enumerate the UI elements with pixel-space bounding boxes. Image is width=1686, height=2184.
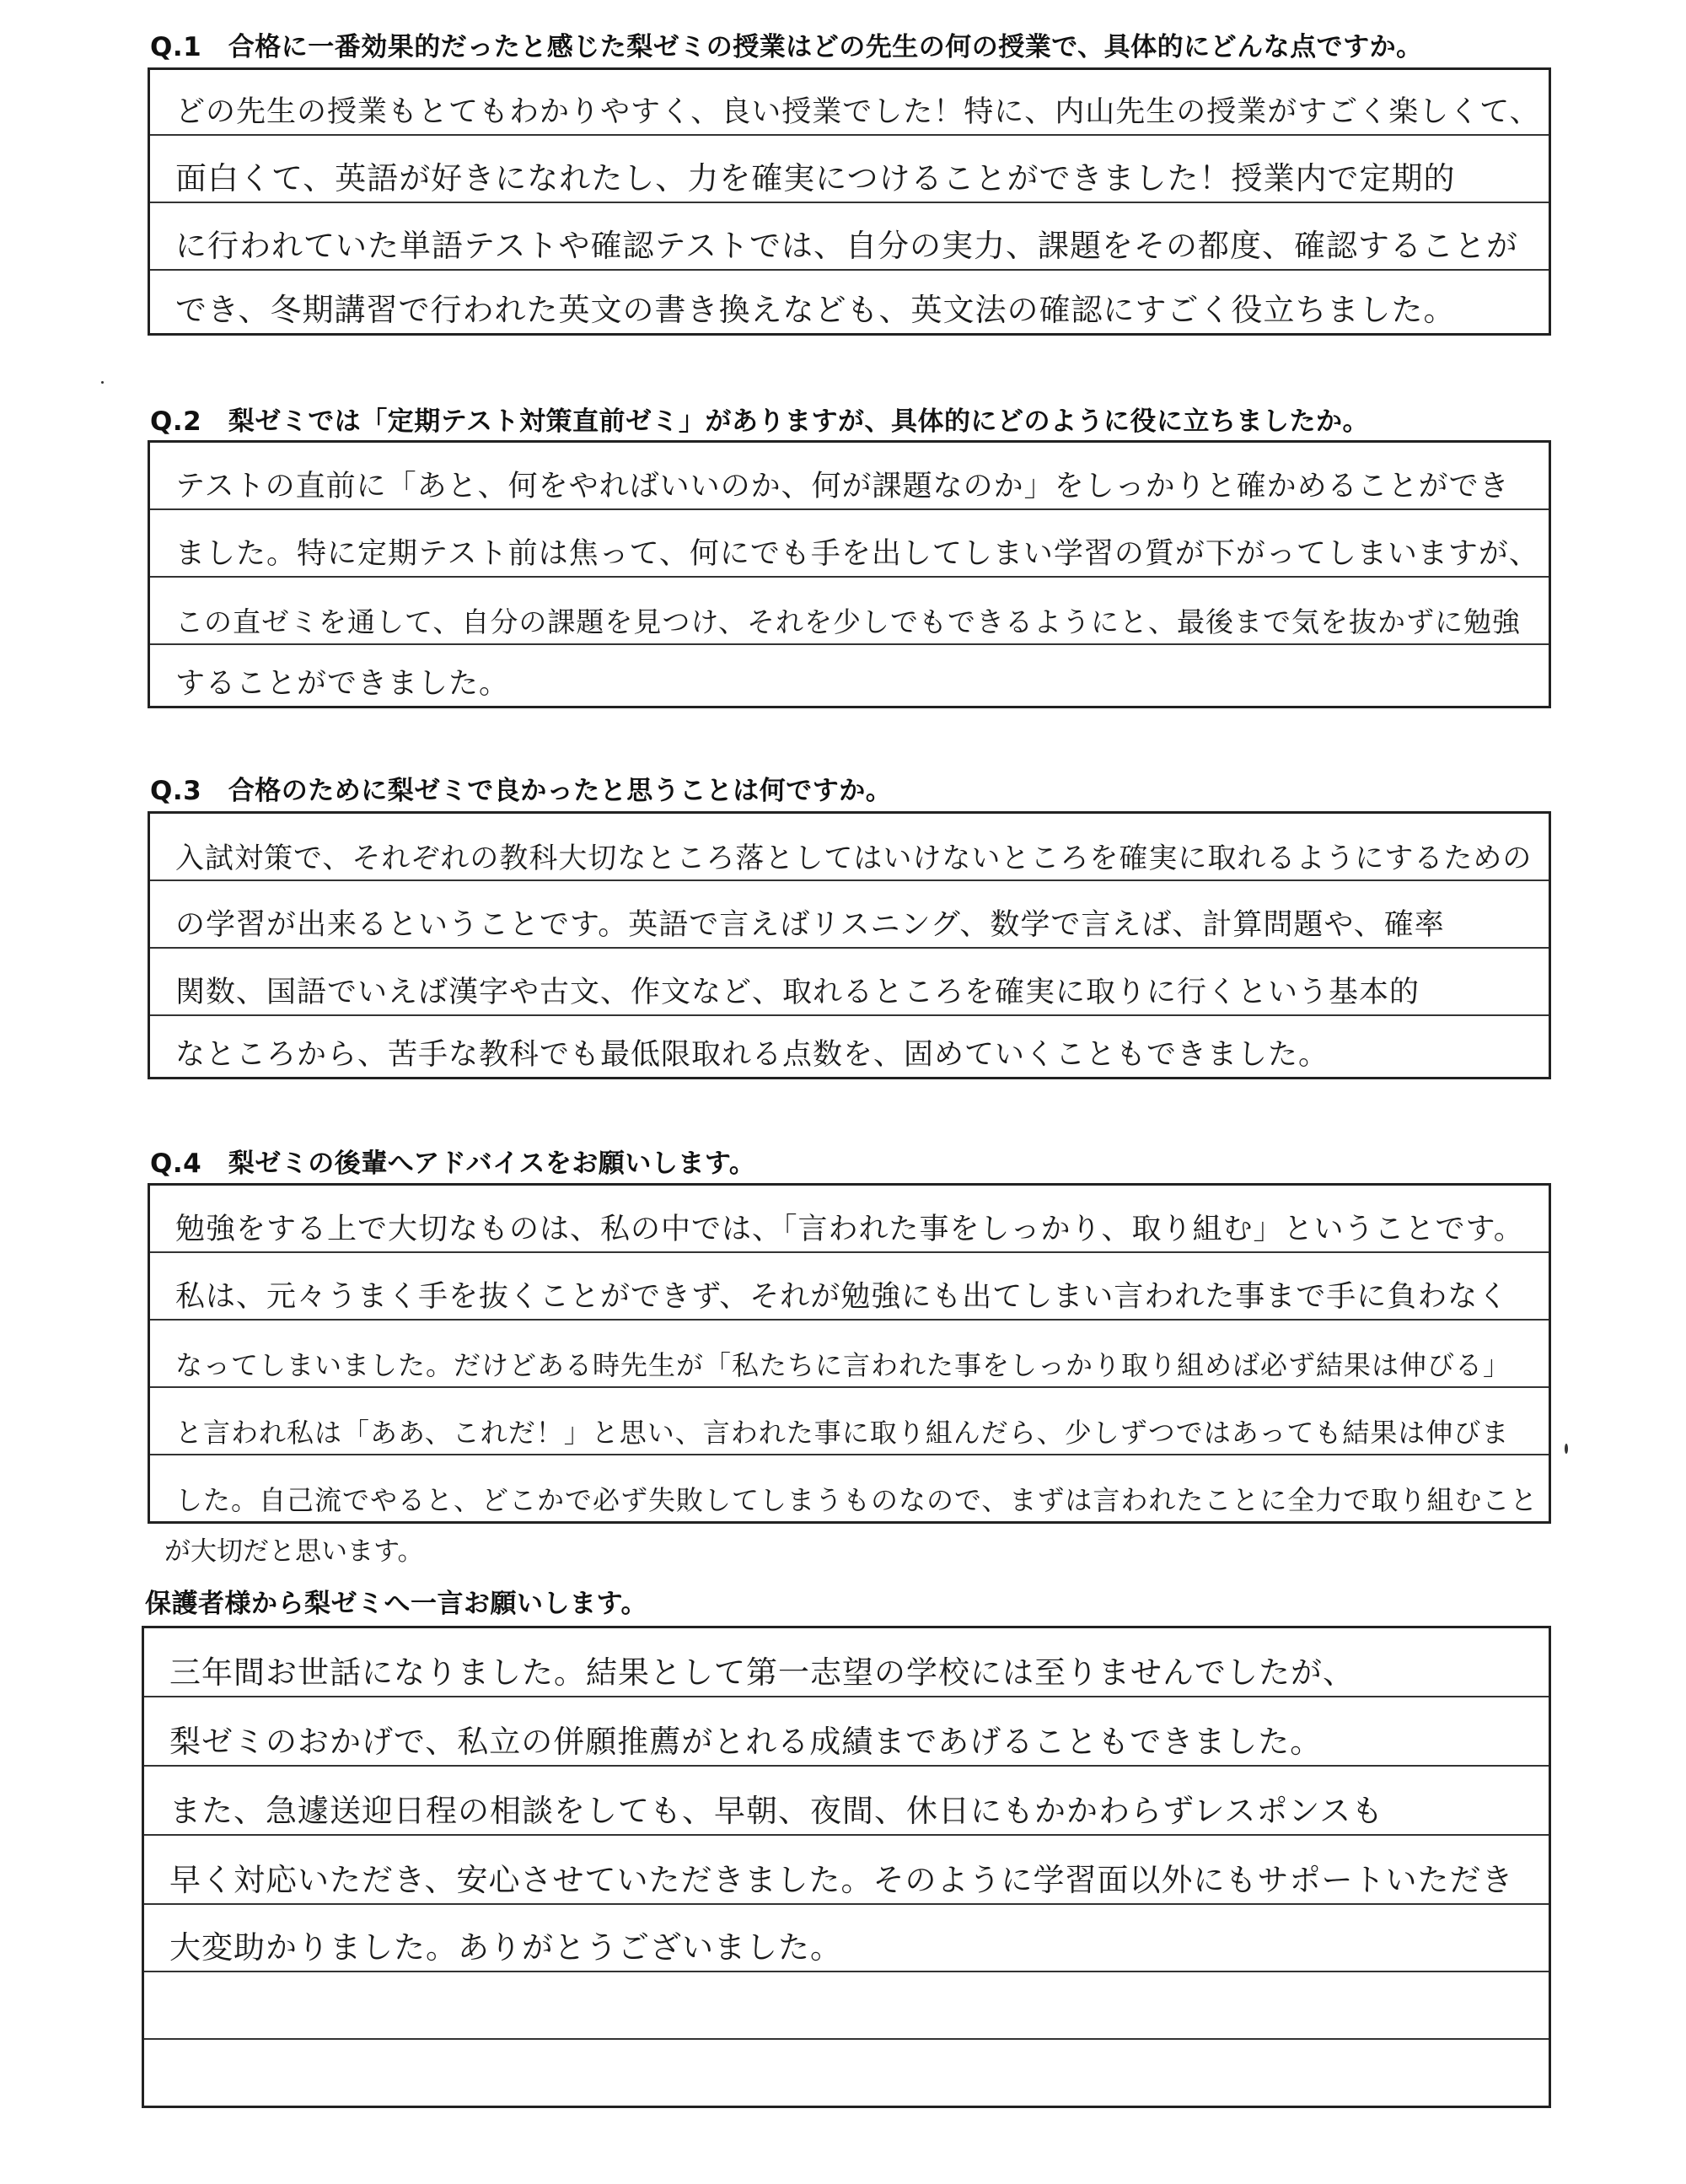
- answer-line: [150, 949, 1549, 1016]
- handwritten-text: 三年間お世話になりました。結果として第一志望の学校には至りませんでしたが、: [169, 1654, 1355, 1691]
- answer-line: [144, 1972, 1549, 2040]
- handwritten-text: に行われていた単語テストや確認テストでは、自分の実力、課題をその都度、確認することが: [175, 228, 1519, 264]
- answer-line: [150, 1455, 1549, 1521]
- scan-speck: [1565, 1444, 1568, 1454]
- handwritten-text: 私は、元々うまく手を抜くことができず、それが勉強にも出てしまい言われた事まで手に負わなく: [175, 1280, 1509, 1314]
- handwritten-text: なところから、苦手な教科でも最低限取れる点数を、固めていくこともできました。: [175, 1038, 1329, 1072]
- answer-line: [150, 814, 1549, 881]
- answer-line: [150, 1388, 1549, 1455]
- answer-line: [144, 1767, 1549, 1836]
- answer-line: [150, 70, 1549, 136]
- answer-line: [144, 1836, 1549, 1905]
- handwritten-text: でき、冬期講習で行われた英文の書き換えなども、英文法の確認にすごく役立ちました。: [175, 292, 1456, 328]
- handwritten-text: なってしまいました。だけどある時先生が「私たちに言われた事をしっかり取り組めば必ず結果は伸びる」: [175, 1349, 1511, 1381]
- handwritten-text: どの先生の授業もとてもわかりやすく、良い授業でした！特に、内山先生の授業がすごく楽しくて、: [175, 95, 1540, 129]
- handwritten-text: 大変助かりました。ありがとうございました。: [169, 1929, 842, 1966]
- question-3-title: Q.3 合格のために梨ゼミで良かったと思うことは何ですか。: [150, 776, 893, 806]
- answer-line: [150, 203, 1549, 271]
- handwritten-text: 入試対策で、それぞれの教科大切なところ落としてはいけないところを確実に取れるようにするための: [175, 842, 1533, 875]
- handwritten-text: また、急遽送迎日程の相談をしても、早朝、夜間、休日にもかかわらずレスポンスも: [169, 1793, 1384, 1829]
- answer-line: [144, 1905, 1549, 1972]
- handwritten-text: 梨ゼミのおかげで、私立の併願推薦がとれる成績まであげることもできました。: [169, 1724, 1323, 1760]
- answer-line: [150, 881, 1549, 949]
- handwritten-text: 関数、国語でいえば漢字や古文、作文など、取れるところを確実に取りに行くという基本的: [175, 976, 1420, 1009]
- handwritten-text: した。自己流でやると、どこかで必ず失敗してしまうものなので、まずは言われたことに全力で取り組むこと: [175, 1484, 1538, 1516]
- handwritten-text: ました。特に定期テスト前は焦って、何にでも手を出してしまい学習の質が下がってしまいますが、: [175, 537, 1539, 571]
- handwritten-text: 勉強をする上で大切なものは、私の中では、「言われた事をしっかり、取り組む」ということです。: [175, 1213, 1524, 1246]
- handwritten-overflow-text: が大切だと思います。: [164, 1536, 424, 1567]
- handwritten-text: と言われ私は「ああ、これだ！」と思い、言われた事に取り組んだら、少しずつではあっても結果は伸びま: [175, 1417, 1510, 1449]
- handwritten-text: 面白くて、英語が好きになれたし、力を確実につけることができました！授業内で定期的: [175, 160, 1456, 196]
- answer-box-4: [148, 1183, 1551, 1524]
- question-4-title: Q.4 梨ゼミの後輩へアドバイスをお願いします。: [150, 1148, 756, 1179]
- answer-box-parent: [142, 1626, 1551, 2108]
- handwritten-text: の学習が出来るということです。英語で言えばリスニング、数学で言えば、計算問題や、確率: [175, 908, 1445, 942]
- answer-line: [144, 1697, 1549, 1767]
- answer-line: [150, 1186, 1549, 1253]
- parent-comment-title: 保護者様から梨ゼミへ一言お願いします。: [145, 1589, 648, 1619]
- answer-line: [150, 443, 1549, 510]
- handwritten-text: テストの直前に「あと、何をやればいいのか、何が課題なのか」をしっかりと確かめることができ: [175, 470, 1510, 503]
- handwritten-text: することができました。: [175, 667, 510, 701]
- answer-line: [150, 510, 1549, 578]
- answer-line: [150, 578, 1549, 645]
- handwritten-text: 早く対応いただき、安心させていただきました。そのように学習面以外にもサポートいただき: [169, 1862, 1514, 1898]
- answer-line: [144, 2040, 1549, 2106]
- answer-line: [150, 136, 1549, 203]
- answer-box-1: [148, 67, 1551, 336]
- answer-line: [150, 1253, 1549, 1321]
- scan-speck: [101, 381, 104, 384]
- answer-line: [150, 271, 1549, 333]
- answer-box-3: [148, 811, 1551, 1079]
- answer-line: [150, 1321, 1549, 1388]
- question-1-title: Q.1 合格に一番効果的だったと感じた梨ゼミの授業はどの先生の何の授業で、具体的にどんな点ですか。: [150, 32, 1423, 62]
- question-2-title: Q.2 梨ゼミでは「定期テスト対策直前ゼミ」がありますが、具体的にどのように役に立ちましたか。: [150, 406, 1369, 437]
- answer-line: [150, 1016, 1549, 1077]
- answer-line: [144, 1628, 1549, 1697]
- handwritten-text: この直ゼミを通して、自分の課題を見つけ、それを少しでもできるようにと、最後まで気を抜かずに勉強: [175, 605, 1522, 638]
- answer-box-2: [148, 440, 1551, 708]
- answer-line: [150, 645, 1549, 706]
